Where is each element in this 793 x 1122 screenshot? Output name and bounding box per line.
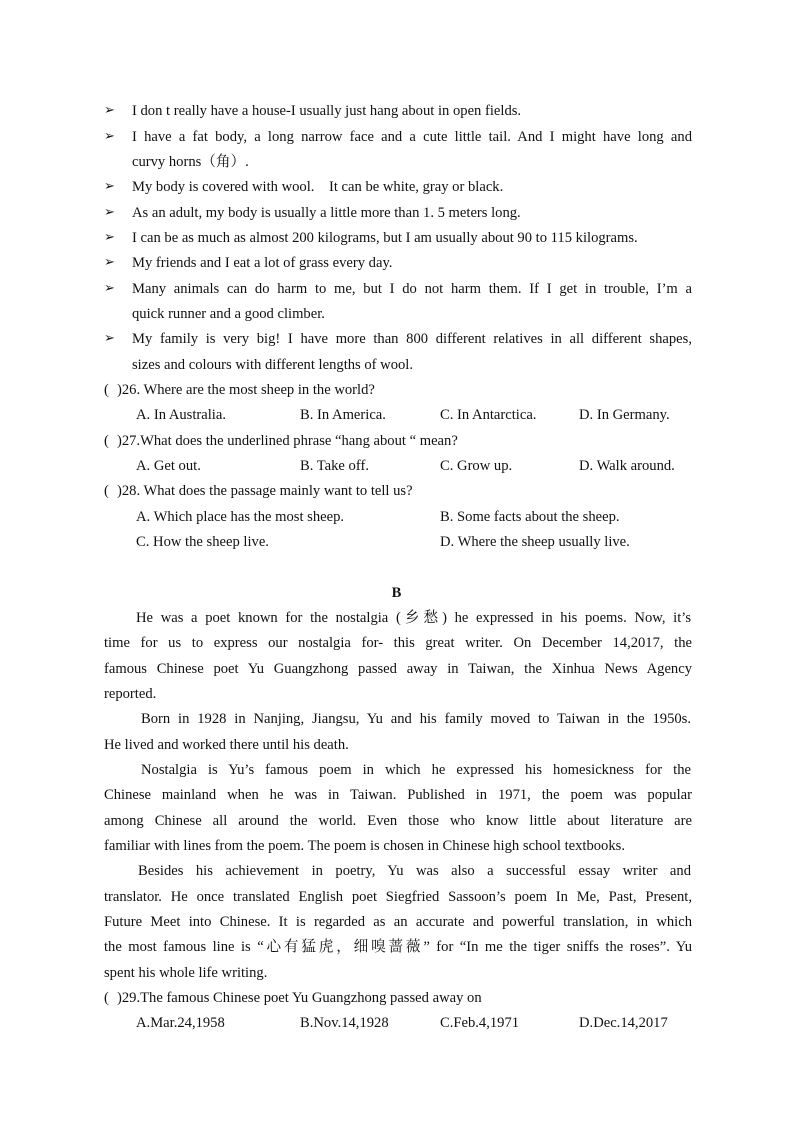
bullet-text: My friends and I eat a lot of grass every day. [132, 255, 393, 271]
paragraph-line: time for us to express our nostalgia for- this great writer. On December 14,2017, the [104, 635, 692, 651]
bullet-text: I can be as much as almost 200 kilograms, but I am usually about 90 to 115 kilograms. [132, 230, 638, 246]
option-b[interactable]: B. Take off. [300, 458, 369, 474]
paragraph-line: Chinese mainland when he was in Taiwan. Published in 1971, the poem was popular [104, 787, 692, 803]
bullet-arrow-icon: ➢ [104, 205, 115, 220]
paragraph-line: He was a poet known for the nostalgia (乡愁) he expressed in his poems. Now, it’s [136, 610, 691, 626]
option-b[interactable]: B. Some facts about the sheep. [440, 509, 620, 525]
option-d[interactable]: D. Where the sheep usually live. [440, 534, 630, 550]
paragraph-line: among Chinese all around the world. Even those who know little about literature are [104, 813, 692, 829]
question-text: )26. Where are the most sheep in the world? [117, 382, 375, 398]
paragraph-line: Besides his achievement in poetry, Yu was also a successful essay writer and [138, 863, 691, 879]
question-text: )28. What does the passage mainly want to tell us? [117, 483, 413, 499]
paragraph-line: translator. He once translated English poet Siegfried Sassoon’s poem In Me, Past, Present, [104, 889, 692, 905]
paragraph-line: the most famous line is “心有猛虎，细嗅蔷薇” for “In me the tiger sniffs the roses”. Yu [104, 939, 692, 955]
paragraph-line: famous Chinese poet Yu Guangzhong passed away in Taiwan, the Xinhua News Agency [104, 661, 692, 677]
option-c[interactable]: C. How the sheep live. [136, 534, 269, 550]
option-a[interactable]: A. Get out. [136, 458, 201, 474]
paragraph-line: Born in 1928 in Nanjing, Jiangsu, Yu and his family moved to Taiwan in the 1950s. [141, 711, 691, 727]
option-d[interactable]: D. In Germany. [579, 407, 670, 423]
paragraph-line: reported. [104, 686, 157, 702]
paragraph-line: He lived and worked there until his death. [104, 737, 349, 753]
answer-blank[interactable]: ( [104, 382, 109, 398]
option-c[interactable]: C. Grow up. [440, 458, 513, 474]
paragraph-line: familiar with lines from the poem. The poem is chosen in Chinese high school textbooks. [104, 838, 625, 854]
bullet-text: My family is very big! I have more than 800 different relatives in all different shapes, [132, 331, 692, 347]
bullet-text: Many animals can do harm to me, but I do not harm them. If I get in trouble, I’m a [132, 281, 692, 297]
bullet-text: As an adult, my body is usually a little more than 1. 5 meters long. [132, 205, 521, 221]
bullet-arrow-icon: ➢ [104, 103, 115, 118]
bullet-text: quick runner and a good climber. [132, 306, 325, 322]
answer-blank[interactable]: ( [104, 483, 109, 499]
option-c[interactable]: C. In Antarctica. [440, 407, 537, 423]
answer-blank[interactable]: ( [104, 433, 109, 449]
paragraph-line: Future Meet into Chinese. It is regarded as an accurate and powerful translation, in which [104, 914, 692, 930]
section-heading: B [391, 585, 402, 601]
answer-blank[interactable]: ( [104, 990, 109, 1006]
option-d[interactable]: D.Dec.14,2017 [579, 1015, 668, 1031]
option-a[interactable]: A. In Australia. [136, 407, 226, 423]
question-text: )27.What does the underlined phrase “hang about “ mean? [117, 433, 458, 449]
bullet-text: I don t really have a house-I usually just hang about in open fields. [132, 103, 522, 119]
bullet-text: I have a fat body, a long narrow face and a cute little tail. And I might have long and [132, 129, 692, 145]
bullet-arrow-icon: ➢ [104, 129, 115, 144]
bullet-arrow-icon: ➢ [104, 230, 115, 245]
bullet-arrow-icon: ➢ [104, 255, 115, 270]
paragraph-line: Nostalgia is Yu’s famous poem in which he expressed his homesickness for the [141, 762, 691, 778]
bullet-arrow-icon: ➢ [104, 179, 115, 194]
option-a[interactable]: A.Mar.24,1958 [136, 1015, 225, 1031]
option-b[interactable]: B.Nov.14,1928 [300, 1015, 389, 1031]
option-d[interactable]: D. Walk around. [579, 458, 675, 474]
question-text: )29.The famous Chinese poet Yu Guangzhong passed away on [117, 990, 482, 1006]
paragraph-line: spent his whole life writing. [104, 965, 268, 981]
bullet-arrow-icon: ➢ [104, 281, 115, 296]
option-c[interactable]: C.Feb.4,1971 [440, 1015, 520, 1031]
option-b[interactable]: B. In America. [300, 407, 386, 423]
option-a[interactable]: A. Which place has the most sheep. [136, 509, 345, 525]
bullet-text: sizes and colours with different lengths of wool. [132, 357, 414, 373]
bullet-text: curvy horns（角）. [132, 154, 249, 170]
bullet-text: My body is covered with wool. It can be white, gray or black. [132, 179, 504, 195]
bullet-arrow-icon: ➢ [104, 331, 115, 346]
